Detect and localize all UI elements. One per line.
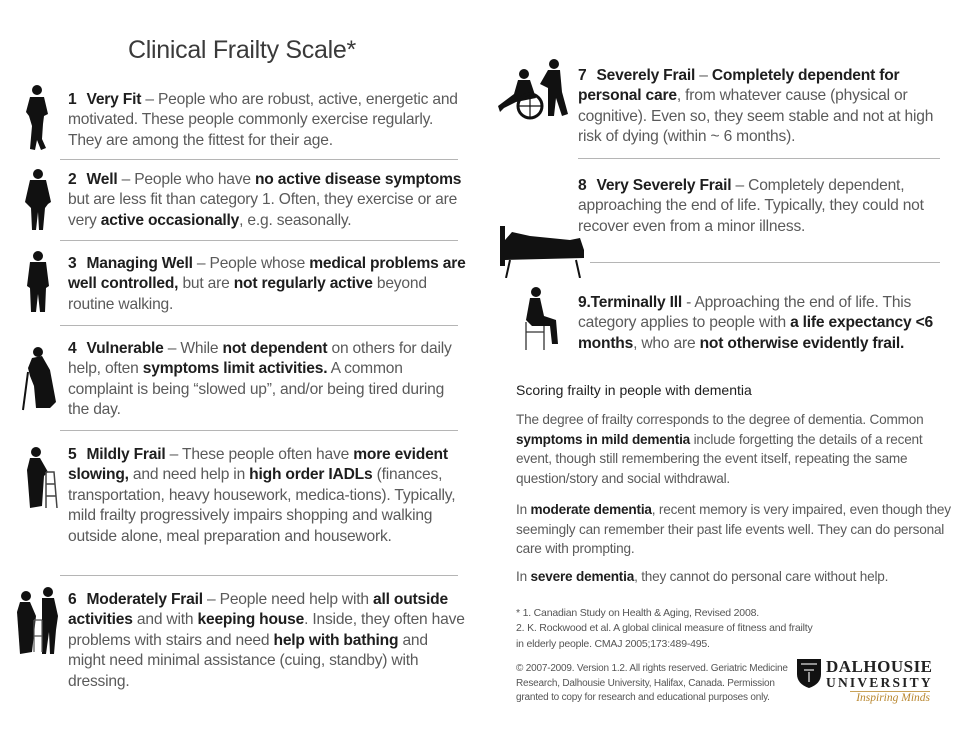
footnotes: [516, 606, 816, 652]
frailty-entry-4: 4 Vulnerable – While not dependent on others for daily help, often symptoms limit activities. A common complaint is being “slowed up”, and/or being tired during the day.: [68, 340, 452, 419]
dementia-mild-paragraph: The degree of frailty corresponds to the degree of dementia. Common symptoms in mild dementia include forgetting the details of a recent event, though still remembering the event itself, repeating the same question/story and social withdrawal.: [516, 412, 924, 486]
frailty-entry-2: 2 Well – People who have no active disease symptoms but are less fit than category 1. Often, they exercise or are very active occasionally, e.g. seasonally.: [68, 171, 462, 229]
person-assisted-walker-icon: [14, 586, 62, 658]
frailty-entry-1: 1 Very Fit – People who are robust, active, energetic and motivated. These people commonly exercise regularly. They are among the fittest for their age.: [68, 91, 458, 149]
person-with-cane-icon: [20, 346, 60, 412]
dalhousie-crest-icon: [796, 658, 822, 688]
person-seated-icon: [522, 286, 562, 352]
footnote-1: * 1. Canadian Study on Health & Aging, Revised 2008.: [516, 607, 759, 619]
person-in-bed-icon: [500, 226, 586, 278]
person-standing-icon: [26, 250, 50, 318]
divider: [60, 240, 458, 241]
fit-person-walking-icon: [24, 84, 50, 152]
divider: [60, 430, 458, 431]
frailty-entry-5: 5 Mildly Frail – These people often have more evident slowing, and need help in high order IADLs (finances, transportation, heavy housework, medica-tions). Typically, mild frailty progressively impairs shopping and walking outside alone, meal preparation and housework.: [68, 446, 456, 545]
divider: [60, 575, 458, 576]
divider: [590, 262, 940, 263]
dementia-moderate-paragraph: In moderate dementia, recent memory is very impaired, even though they seemingly can remember their past life events well. They can do personal care with prompting.: [516, 502, 951, 557]
divider: [578, 158, 940, 159]
dementia-heading: Scoring frailty in people with dementia: [516, 382, 752, 398]
copyright: © 2007-2009. Version 1.2. All rights reserved. Geriatric Medicine Research, Dalhousie University, Halifax, Canada. Permission granted to copy for research and educational purposes only.: [516, 663, 788, 704]
divider: [60, 159, 458, 160]
dalhousie-logo: DALHOUSIE UNIVERSITY Inspiring Minds: [796, 656, 936, 706]
divider: [60, 325, 458, 326]
page-title: Clinical Frailty Scale*: [128, 36, 356, 64]
person-walking-icon: [22, 168, 54, 236]
person-with-walker-icon: [24, 446, 58, 512]
frailty-entry-3: 3 Managing Well – People whose medical problems are well controlled, but are not regularly active beyond routine walking.: [68, 255, 466, 313]
dementia-severe-paragraph: In severe dementia, they cannot do personal care without help.: [516, 569, 889, 584]
frailty-entry-8: 8 Very Severely Frail – Completely dependent, approaching the end of life. Typically, they could not recover even from a minor illness.: [578, 177, 924, 235]
wheelchair-with-caregiver-icon: [496, 58, 576, 122]
frailty-entry-9: 9.Terminally Ill - Approaching the end of life. This category applies to people with a life expectancy <6 months, who are not otherwise evidently frail.: [578, 294, 933, 352]
frailty-entry-6: 6 Moderately Frail – People need help with all outside activities and with keeping house. Inside, they often have problems with stairs and need help with bathing and might need minimal assistance (cuing, standby) with dressing.: [68, 591, 465, 690]
frailty-entry-7: 7 Severely Frail – Completely dependent for personal care, from whatever cause (physical or cognitive). Even so, they seem stable and not at high risk of dying (within ~ 6 months).: [578, 67, 934, 146]
footnote-2: 2. K. Rockwood et al. A global clinical measure of fitness and frailty in elderly people. CMAJ 2005;173:489-495.: [516, 622, 813, 650]
